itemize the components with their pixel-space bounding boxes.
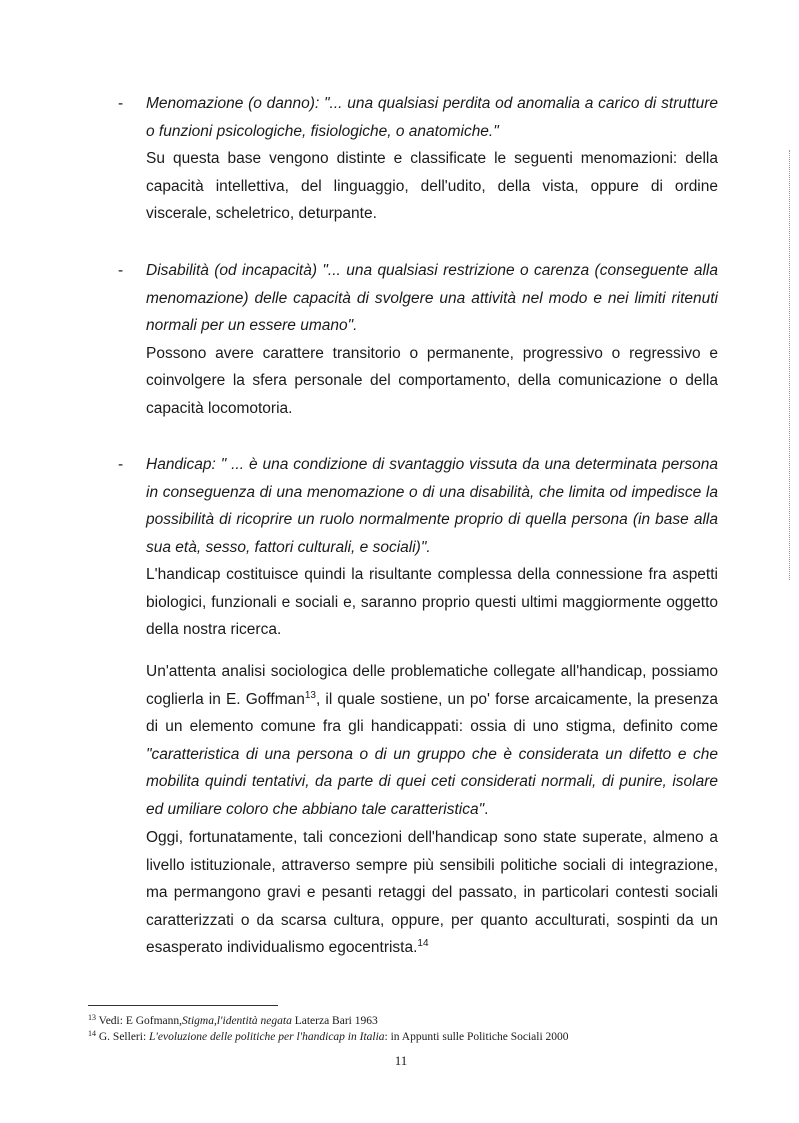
paragraph-text: , il quale sostiene, un po' forse arcaicamente, la presenza di un elemento comune fra gli handicappati: ossia di uno stigma, definito come xyxy=(146,690,718,735)
footnote-14 xyxy=(88,1029,728,1045)
definition-quote: Handicap: " ... è una condizione di svantaggio vissuta da una determinata persona in conseguenza di una menomazione o di una disabilità, che limita od impedisce la possibilità di ricoprire un ruolo normalmente proprio di quella persona (in base alla sua età, sesso, fattori culturali, e sociali)". xyxy=(146,456,718,556)
footnote-divider xyxy=(88,1005,278,1006)
footnote-text: : in Appunti sulle Politiche Sociali 2000 xyxy=(384,1031,569,1043)
footnote-text: Laterza Bari 1963 xyxy=(291,1015,378,1027)
bullet-dash: - xyxy=(118,262,124,279)
page-number: 11 xyxy=(394,1053,408,1068)
paragraph-text: Un'attenta analisi sociologica delle problematiche collegate all'handicap, possiamo coglierla in E. Goffman xyxy=(146,663,718,708)
paragraph-goffman xyxy=(146,658,718,823)
footnote-text: G. Selleri: xyxy=(98,1031,150,1043)
footnote-ref[interactable]: 14 xyxy=(417,938,429,949)
stigma-definition: "caratteristica di una persona o di un gruppo che è considerata un difetto e che mobilita quindi tentativi, da parte di quei ceti considerati normali, di punire, isolare ed umiliare coloro che abbiano tale caratteristica" xyxy=(146,745,718,818)
paragraph-text: Oggi, fortunatamente, tali concezioni dell'handicap sono state superate, almeno a livello istituzionale, attraverso sempre più sensibili politiche sociali di integrazione, ma permangono gravi e pesanti retaggi del passato, in particolari contesti sociali caratterizzati o da scarsa cultura, oppure, per quanto acculturati, sospinti da un esasperato individualismo egocentrista. xyxy=(146,829,718,956)
definition-explanation: Possono avere carattere transitorio o permanente, progressivo o regressivo e coinvolgere la sfera personale del comportamento, della comunicazione o della capacità locomotoria. xyxy=(146,344,718,417)
list-item-menomazione xyxy=(118,90,718,228)
definition-explanation: L'handicap costituisce quindi la risultante complessa della connessione fra aspetti biologici, funzionali e sociali e, saranno proprio questi ultimi maggiormente oggetto della nostra ricerca. xyxy=(146,566,718,638)
footnote-title: L'evoluzione delle politiche per l'handicap in Italia xyxy=(149,1031,385,1043)
footnote-text: Vedi: E Gofmann, xyxy=(98,1015,183,1027)
paragraph-text: . xyxy=(484,800,489,818)
definition-quote: Menomazione (o danno): "... una qualsiasi perdita od anomalia a carico di strutture o funzioni psicologiche, fisiologiche, o anatomiche." xyxy=(146,95,718,140)
paragraph-oggi xyxy=(146,824,718,962)
footnote-13 xyxy=(88,1013,728,1029)
bullet-dash: - xyxy=(118,456,124,473)
definition-explanation: Su questa base vengono distinte e classificate le seguenti menomazioni: della capacità intellettiva, del linguaggio, dell'udito, della vista, oppure di ordine viscerale, scheletrico, deturpante. xyxy=(146,150,718,222)
footnote-ref[interactable]: 13 xyxy=(304,689,316,701)
footnote-number: 13 xyxy=(88,1013,96,1022)
list-item-disabilita xyxy=(118,257,718,422)
margin-scan-line xyxy=(789,150,790,580)
footnote-number: 14 xyxy=(88,1029,96,1038)
bullet-dash: - xyxy=(118,95,124,112)
footnotes xyxy=(88,1013,728,1045)
list-item-handicap xyxy=(118,451,718,644)
definition-quote: Disabilità (od incapacità) "... una qualsiasi restrizione o carenza (conseguente alla menomazione) delle capacità di svolgere una attività nel modo e nei limiti ritenuti normali per un essere umano". xyxy=(146,262,718,334)
footnote-title: Stigma,l'identità negata xyxy=(182,1015,292,1027)
